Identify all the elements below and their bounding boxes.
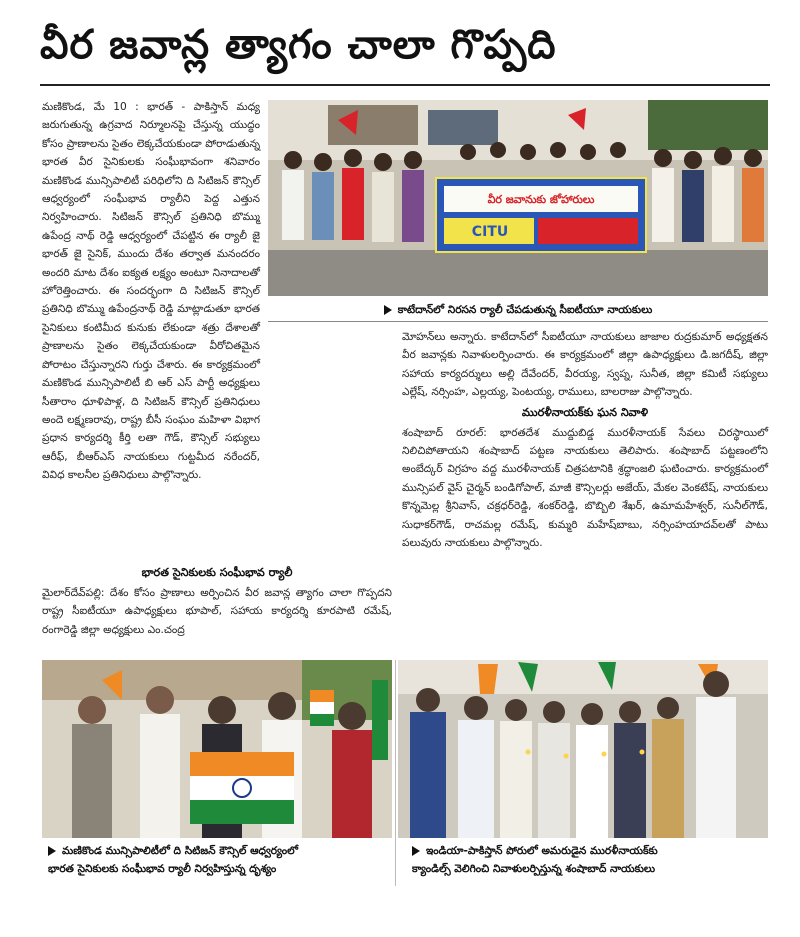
photo-shamshabad-candles: [398, 660, 768, 838]
caption-marker-icon: [48, 846, 56, 856]
right-continuation: మోహన్‌లు అన్నారు. కాటేదాన్‌లో సీఐటీయూ నాయకులు జాజాల రుద్రకుమార్ అధ్యక్షతన వీర జవాన్లకు నివాళులర్పించారు. ఈ కార్యక్రమంలో జిల్లా ఉపాధ్యక్షులు డి.జగదీష్, జిల్లా సహాయ కార్యదర్శులు అల్లి దేవేందర్, వీరయ్య, స్వప్న, సునీత, జిల్లా కమిటీ సభ్యులు ఎల్లేష్, నర్సింహ, ఎల్లయ్య, పెంటయ్య, రాములు, బాలరాజు పాల్గొన్నారు.: [402, 331, 768, 399]
headline-rule: [40, 84, 770, 86]
right-after-subhead: శంషాబాద్ రూరల్: భారతదేశ ముద్దుబిడ్డ మురళీనాయక్ సేవలు చిరస్థాయిలో నిలిచిపోతాయని శంషాబాద్ పట్టణ నాయకులు తెలిపారు. శంషాబాద్ పట్టణంలోని అంబేద్కర్ విగ్రహం వద్ద మురళీనాయక్ చిత్రపటానికి శ్రద్ధాంజలి ఘటించారు. కార్యక్రమంలో మున్సిపల్ వైస్ చైర్మన్ బండిగోపాల్, మాజీ కౌన్సిలర్లు అజేయ్, మేకల వెంకటేష్, నాయకులు కొన్నమెల్ల శ్రీనివాస్, చక్రధర్‌రెడ్డి, శంకర్‌రెడ్డి, బొబ్బిలి శేఖర్, ఉమామహేశ్వర్, సునీల్‌గౌడ్, సుధాకర్‌గౌడ్, రాచమల్ల రమేష్, కుమ్మరి మహేష్‌బాబు, నర్సింహయాదవ్‌లతో పాటు పలువురు నాయకులు పాల్గొన్నారు.: [402, 426, 768, 550]
top-photo-caption-text: కాటేదాన్‌లో నిరసన ర్యాలీ చేపడుతున్న సీఐటీయూ నాయకులు: [397, 304, 653, 316]
left-after-subhead: మైలార్‌దేవ్‌పల్లి: దేశం కోసం ప్రాణాలు అర్పించిన వీర జవాన్ల త్యాగం చాలా గొప్పదని రాష్ట్ర సీఐటీయూ ఉపాధ్యక్షులు భూపాల్, సహాయ కార్యదర్శి కూరపాటి రమేష్, రంగారెడ్డి జిల్లా అధ్యక్షులు ఎం.చంద్ర: [42, 587, 392, 636]
left-subhead: భారత సైనికులకు సంఘీభావ ర్యాలీ: [141, 566, 293, 579]
right-subhead: మురళీనాయక్‌కు ఘన నివాళి: [521, 405, 649, 419]
bottom-right-caption-line1: ఇండియా-పాకిస్తాన్ పోరులో అమరుడైన మురళీనాయక్‌కు: [426, 845, 658, 857]
caption-marker-icon: [412, 846, 420, 856]
article-lead-column: [42, 98, 260, 482]
bottom-right-caption-line2: క్యాండిల్స్ వెలిగించి నివాళులర్పిస్తున్న శంషాబాద్ నాయకులు: [412, 863, 656, 875]
article-right-column: [402, 328, 768, 650]
bottom-column-divider: [395, 660, 396, 886]
bottom-right-caption: [398, 842, 768, 878]
article-left-lower: [42, 350, 392, 650]
article-lead-paragraph: మణికొండ, మే 10 : భారత్ - పాకిస్తాన్ మధ్య జరుగుతున్న ఉగ్రవాద నిర్మూలనపై చేస్తున్న యుద్ధం కోసం ప్రాణాలను సైతం లెక్కచేయకుండా పోరాడుతున్న భారత వీర సైనికులకు సంఘీభావంగా శనివారం మణికొండ మున్సిపాలిటీ పరిధిలోని ది సిటిజన్ కౌన్సిల్ ఆధ్వర్యంలో సంఘీభావ ర్యాలీని పెద్ద ఎత్తున నిర్వహించారు. సిటిజన్ కౌన్సిల్ ప్రతినిధి బొమ్ము ఉపేంద్ర నాథ్ రెడ్డి ఆధ్వర్యంలో చేపట్టిన ఈ ర్యాలీ జై భారత్ జై సైనిక్, ముందు దేశం తర్వాత మనందరం అందరి మాట దేశం ఐక్యత లక్ష్యం అంటూ నినాదాలతో హోరెత్తించారు. ఈ సందర్భంగా ది సిటిజన్ కౌన్సిల్ ప్రతినిధి బొమ్ము ఉపేంద్రనాథ్ రెడ్డి మాట్లాడుతూ భారత సైనికులు కంటిమీద కునుకు లేకుండా శత్రు దేశాలతో ప్రాణాలను సైతం లెక్కచేయకుండా వీరోచితమైన పోరాటం చేస్తున్నారని గుర్తు చేశారు. ఈ కార్యక్రమంలో మణికొండ మున్సిపాలిటీ బి ఆర్ ఎస్ పార్టీ అధ్యక్షులు సీతారాం ధూళిపాళ్ల, ది సిటిజన్ కౌన్సిల్ ప్రతినిధులు అందె లక్ష్మణరావు, రాష్ట్ర బీసీ సంఘం మహిళా విభాగ ప్రధాన కార్యదర్శి కీర్తి లతా గౌడ్, కౌన్సిల్ సభ్యులు ఆరీఫ్, బీఆర్ఎస్ నాయకులు గుట్టమీద నరేందర్, వివిధ కాలనీల ప్రతినిధులు పాల్గొన్నారు.: [42, 101, 260, 482]
headline: వీర జవాన్ల త్యాగం చాలా గొప్పది: [40, 22, 557, 68]
bottom-left-caption-line2: భారత సైనికులకు సంఘీభావ ర్యాలీ నిర్వహిస్తున్న దృశ్యం: [48, 863, 277, 875]
top-photo-caption: [268, 301, 768, 319]
top-photo-banner-org: CITU: [471, 224, 509, 240]
top-photo-banner-text: వీర జవానుకు జోహారులు: [487, 193, 595, 206]
bottom-left-caption: [42, 842, 392, 878]
caption-marker-icon: [384, 305, 392, 315]
bottom-left-caption-line1: మణికొండ మున్సిపాలిటీలో ది సిటిజన్ కౌన్సిల్ ఆధ్వర్యంలో: [62, 845, 298, 857]
photo-manikonda-rally: [42, 660, 392, 838]
